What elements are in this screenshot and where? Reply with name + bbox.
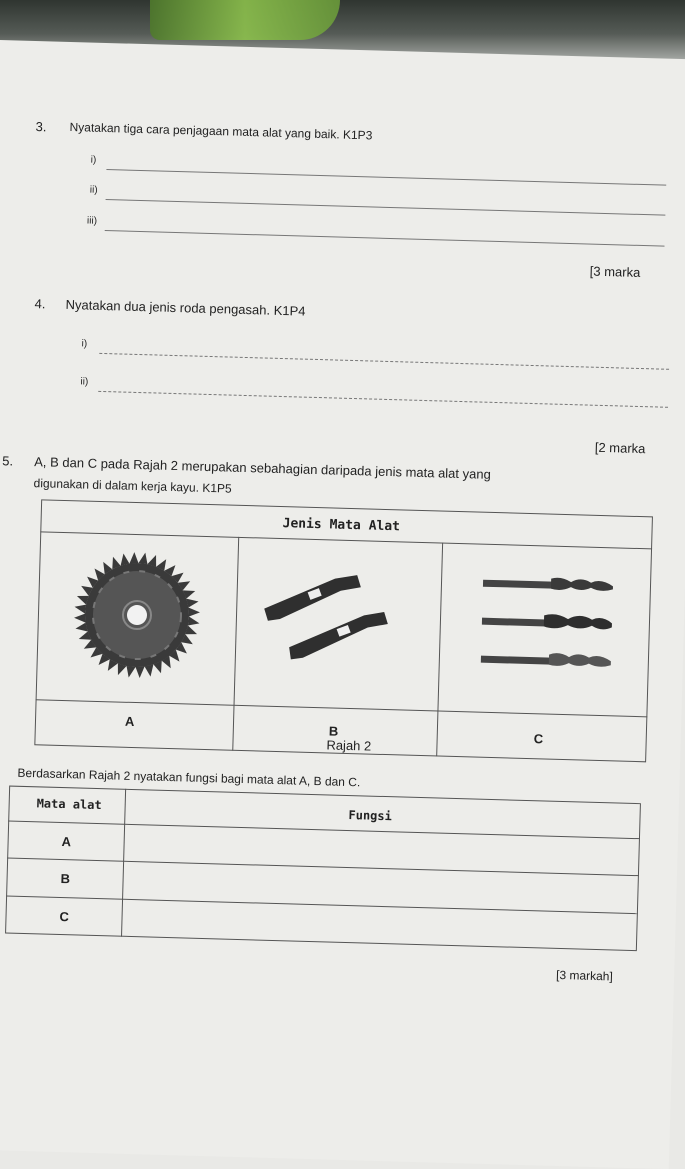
q3-item-iii: iii): [86, 215, 98, 227]
q5-instruction: Berdasarkan Rajah 2 nyatakan fungsi bagi mata alat A, B dan C.: [17, 765, 361, 790]
q4-item-ii: ii): [80, 376, 89, 388]
saw-tooth: [138, 552, 147, 564]
rajah-2-caption: Rajah 2: [326, 737, 372, 754]
answer-line[interactable]: [106, 169, 666, 186]
background-green-object: [150, 0, 340, 40]
answer-row-a: A: [61, 834, 72, 850]
answer-line[interactable]: [105, 230, 665, 247]
q3-item-ii: ii): [89, 184, 98, 196]
saw-tooth: [188, 607, 200, 616]
q5-text-line1: A, B dan C pada Rajah 2 merupakan sebahagian daripada jenis mata alat yang: [34, 454, 492, 482]
q4-marks: [2 marka: [594, 439, 646, 457]
answer-line[interactable]: [98, 391, 668, 408]
q3-number: 3.: [35, 119, 47, 135]
drill-bit-icon: [478, 574, 631, 688]
q5-number: 5.: [2, 453, 14, 469]
saw-tooth: [188, 616, 200, 625]
saw-tooth: [135, 666, 144, 678]
answer-table-col2: Fungsi: [348, 808, 393, 824]
planer-blade-icon: [258, 563, 411, 677]
q3-marks: [3 marka: [589, 263, 641, 280]
q3-text: Nyatakan tiga cara penjagaan mata alat yang baik. K1P3: [69, 119, 373, 143]
q5-marks: [3 markah]: [555, 967, 613, 984]
q3-item-i: i): [90, 154, 97, 166]
answer-row-b: B: [60, 871, 71, 887]
answer-table-col1: Mata alat: [36, 796, 102, 813]
q5-text-line2: digunakan di dalam kerja kayu. K1P5: [33, 476, 232, 496]
label-c: C: [533, 731, 544, 747]
answer-line[interactable]: [99, 353, 669, 370]
q4-item-i: i): [81, 338, 88, 350]
saw-tooth: [126, 666, 135, 678]
worksheet-page: [0, 40, 685, 1169]
saw-blade-icon: [70, 548, 204, 682]
label-a: A: [124, 713, 135, 730]
q4-text: Nyatakan dua jenis roda pengasah. K1P4: [65, 296, 306, 319]
q4-number: 4.: [34, 296, 46, 312]
label-b: B: [328, 723, 339, 739]
saw-tooth: [74, 604, 86, 613]
answer-line[interactable]: [106, 199, 666, 216]
rajah-2-header: Jenis Mata Alat: [282, 516, 401, 535]
answer-row-c: C: [59, 909, 70, 925]
saw-tooth: [74, 613, 86, 622]
saw-tooth: [129, 552, 138, 564]
